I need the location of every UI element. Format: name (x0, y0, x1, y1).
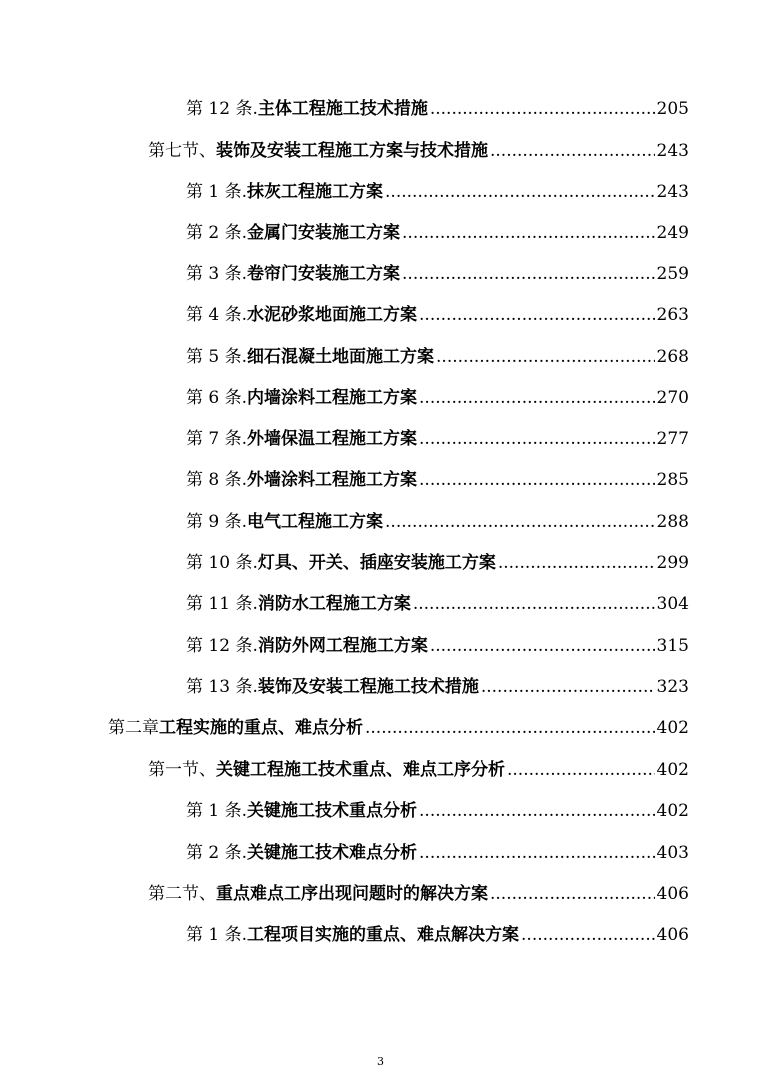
toc-entry-page: 299 (656, 553, 689, 573)
toc-entry[interactable] (186, 300, 689, 326)
toc-entry-page: 277 (656, 429, 689, 449)
toc-entry-title: 金属门安装施工方案 (247, 223, 401, 243)
toc-entry-page: 263 (656, 305, 689, 325)
toc-entry-title: 电气工程施工方案 (247, 512, 384, 532)
toc-entry-prefix: 第 1 条. (186, 182, 248, 202)
toc-entry-prefix: 第 10 条. (186, 553, 258, 573)
toc-entry-page: 259 (656, 264, 689, 284)
toc-entry-title: 灯具、开关、插座安装施工方案 (257, 553, 496, 573)
toc-entry-page: 315 (656, 636, 689, 656)
toc-entry-page: 323 (656, 677, 689, 697)
dot-leader (385, 181, 655, 203)
toc-entry-page: 268 (656, 347, 689, 367)
page-number: 3 (377, 1055, 384, 1068)
toc-entry-title: 卷帘门安装施工方案 (247, 264, 401, 284)
toc-entry-title: 工程项目实施的重点、难点解决方案 (247, 925, 520, 945)
toc-entry-page: 402 (656, 801, 689, 821)
toc-entry[interactable] (148, 879, 689, 905)
toc-entry[interactable] (186, 342, 689, 368)
toc-entry[interactable] (108, 713, 689, 739)
toc-entry[interactable] (186, 424, 689, 450)
toc-entry[interactable] (186, 796, 689, 822)
toc-entry-page: 285 (656, 470, 689, 490)
toc-entry-page: 205 (656, 99, 689, 119)
dot-leader (430, 635, 655, 657)
toc-entry[interactable] (186, 465, 689, 491)
toc-entry-title: 关键工程施工技术重点、难点工序分析 (216, 760, 505, 780)
dot-leader (507, 759, 655, 781)
dot-leader (419, 800, 655, 822)
dot-leader (419, 428, 655, 450)
toc-entry-prefix: 第 2 条. (186, 843, 248, 863)
dot-leader (481, 676, 655, 698)
dot-leader (419, 842, 655, 864)
toc-entry[interactable] (186, 920, 689, 946)
toc-entry-title: 消防外网工程施工方案 (257, 636, 428, 656)
dot-leader (419, 304, 655, 326)
toc-entry-title: 消防水工程施工方案 (257, 594, 411, 614)
toc-entry-title: 主体工程施工技术措施 (257, 99, 428, 119)
toc-entry-title: 水泥砂浆地面施工方案 (247, 305, 418, 325)
toc-entry[interactable] (186, 631, 689, 657)
toc-entry-prefix: 第 9 条. (186, 512, 248, 532)
toc-entry[interactable] (186, 672, 689, 698)
toc-entry[interactable] (186, 259, 689, 285)
toc-entry-prefix: 第 5 条. (186, 347, 248, 367)
dot-leader (413, 593, 655, 615)
toc-entry-page: 406 (656, 884, 689, 904)
toc-entry[interactable] (186, 218, 689, 244)
toc-entry-prefix: 第 8 条. (186, 470, 248, 490)
toc-entry[interactable] (186, 548, 689, 574)
toc-entry[interactable] (186, 177, 689, 203)
toc-entry-prefix: 第二章 (108, 718, 159, 738)
dot-leader (490, 140, 655, 162)
dot-leader (498, 552, 655, 574)
dot-leader (385, 511, 655, 533)
toc-entry-title: 内墙涂料工程施工方案 (247, 388, 418, 408)
toc-entry-title: 抹灰工程施工方案 (247, 182, 384, 202)
toc-entry-page: 304 (656, 594, 689, 614)
toc-entry-prefix: 第 7 条. (186, 429, 248, 449)
toc-entry-prefix: 第一节、 (148, 760, 216, 780)
dot-leader (419, 469, 655, 491)
toc-entry[interactable] (186, 838, 689, 864)
toc-entry-prefix: 第七节、 (148, 141, 216, 161)
dot-leader (436, 346, 655, 368)
toc-entry-prefix: 第 12 条. (186, 636, 258, 656)
toc-entry-title: 外墙涂料工程施工方案 (247, 470, 418, 490)
dot-leader (365, 717, 655, 739)
toc-entry-prefix: 第 3 条. (186, 264, 248, 284)
toc-entry-prefix: 第 13 条. (186, 677, 258, 697)
toc-entry-prefix: 第 12 条. (186, 99, 258, 119)
dot-leader (402, 222, 655, 244)
toc-entry-prefix: 第 2 条. (186, 223, 248, 243)
toc-entry-title: 重点难点工序出现问题时的解决方案 (216, 884, 488, 904)
toc-entry[interactable] (186, 383, 689, 409)
toc-entry-page: 243 (656, 182, 689, 202)
toc-entry-title: 外墙保温工程施工方案 (247, 429, 418, 449)
dot-leader (521, 924, 655, 946)
toc-entry[interactable] (186, 507, 689, 533)
toc-entry-page: 403 (656, 843, 689, 863)
toc-entry-title: 装饰及安装工程施工技术措施 (257, 677, 479, 697)
dot-leader (430, 98, 655, 120)
toc-entry-page: 402 (656, 760, 689, 780)
dot-leader (402, 263, 655, 285)
toc-entry-prefix: 第 11 条. (186, 594, 258, 614)
toc-entry-page: 243 (656, 141, 689, 161)
toc-entry[interactable] (148, 755, 689, 781)
toc-entry-prefix: 第二节、 (148, 884, 216, 904)
toc-entry[interactable] (186, 589, 689, 615)
dot-leader (419, 387, 655, 409)
toc-entry-prefix: 第 6 条. (186, 388, 248, 408)
toc-entry-page: 270 (656, 388, 689, 408)
toc-entry-title: 关键施工技术重点分析 (247, 801, 418, 821)
toc-entry-title: 细石混凝土地面施工方案 (247, 347, 435, 367)
toc-entry-page: 288 (656, 512, 689, 532)
toc-entry[interactable] (148, 136, 689, 162)
toc-entry[interactable] (186, 94, 689, 120)
toc-entry-page: 402 (656, 718, 689, 738)
toc-entry-prefix: 第 4 条. (186, 305, 248, 325)
toc-entry-prefix: 第 1 条. (186, 925, 248, 945)
toc-entry-title: 工程实施的重点、难点分析 (159, 718, 363, 738)
toc-entry-page: 406 (656, 925, 689, 945)
toc-entry-prefix: 第 1 条. (186, 801, 248, 821)
toc-entry-title: 关键施工技术难点分析 (247, 843, 418, 863)
dot-leader (490, 883, 655, 905)
toc-entry-page: 249 (656, 223, 689, 243)
toc-entry-title: 装饰及安装工程施工方案与技术措施 (216, 141, 488, 161)
